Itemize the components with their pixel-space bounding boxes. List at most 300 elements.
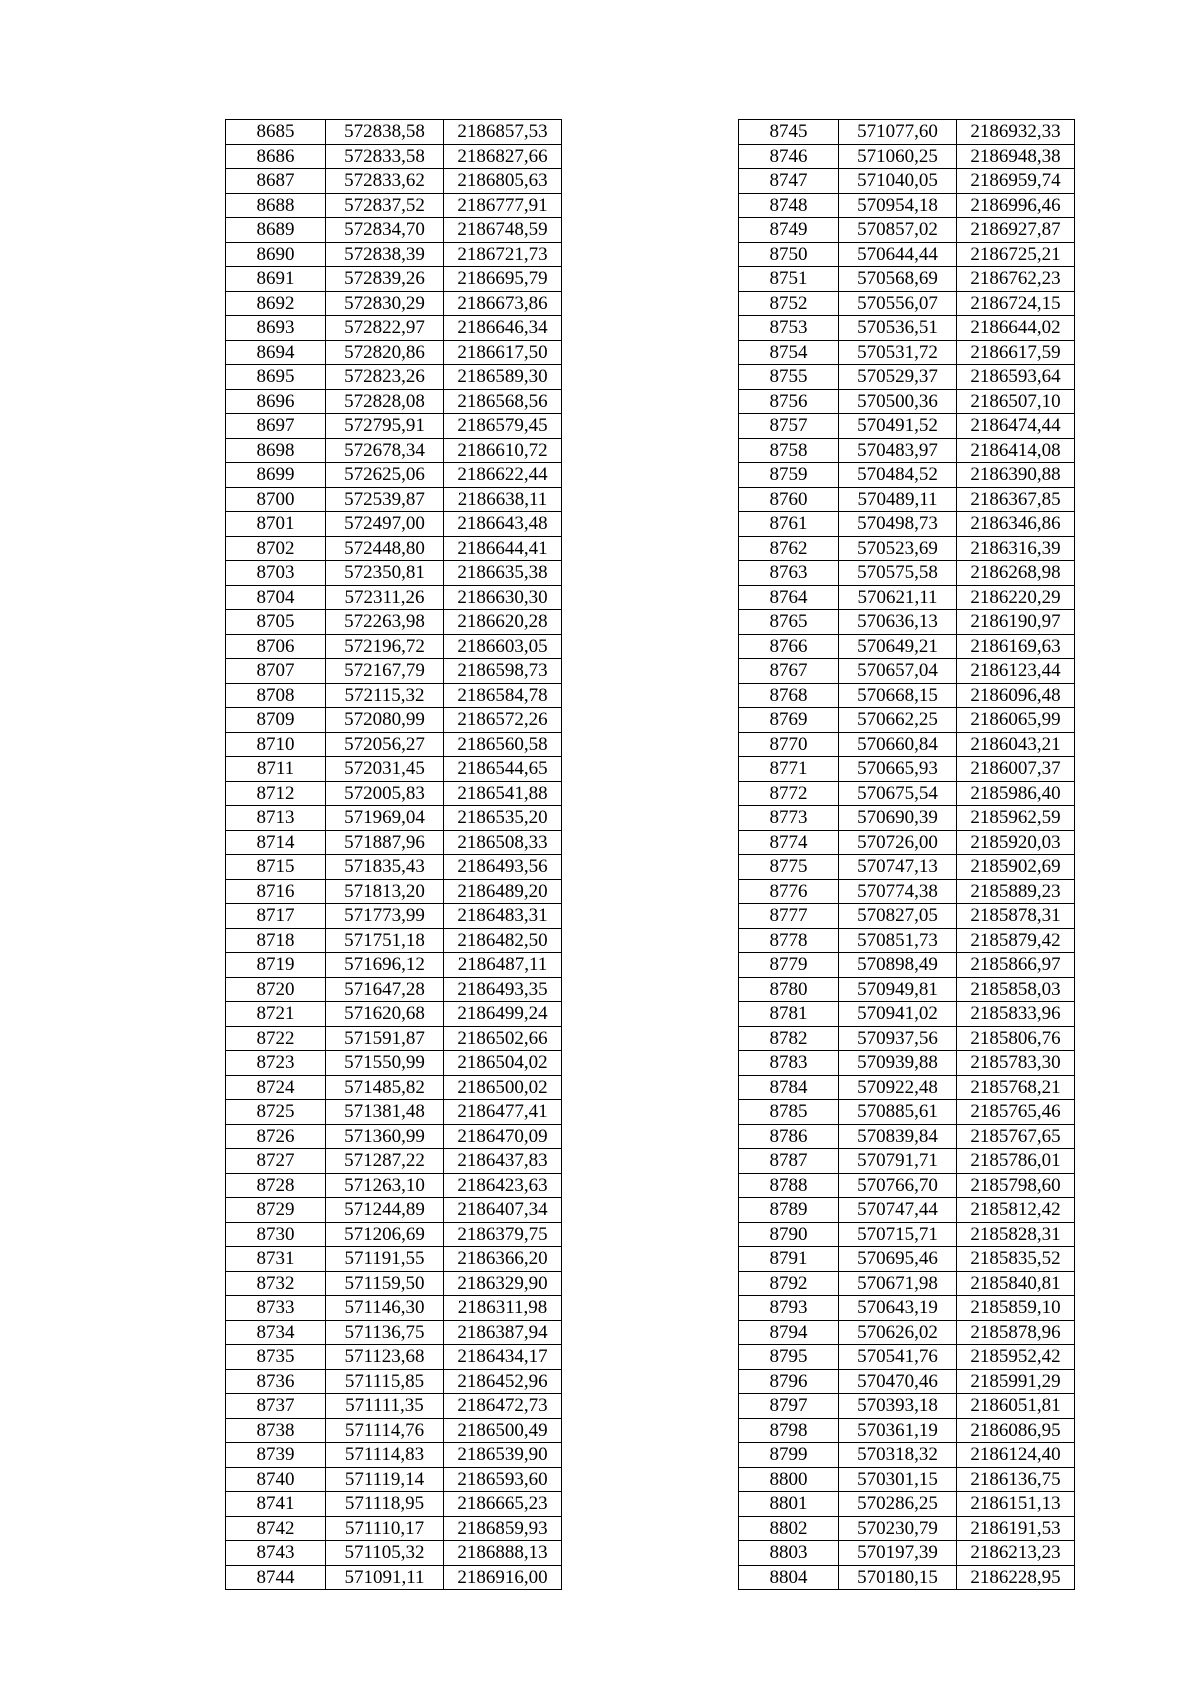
- point-number-cell: 8696: [226, 389, 326, 414]
- x-coordinate-cell: 571696,12: [326, 953, 444, 978]
- x-coordinate-cell: 570715,71: [839, 1222, 957, 1247]
- table-row: [739, 1026, 1075, 1051]
- point-number-cell: 8774: [739, 830, 839, 855]
- y-coordinate-cell: 2186470,09: [444, 1124, 562, 1149]
- y-coordinate-cell: 2186499,24: [444, 1002, 562, 1027]
- table-row: [226, 1051, 562, 1076]
- point-number-cell: 8804: [739, 1565, 839, 1590]
- y-coordinate-cell: 2185806,76: [957, 1026, 1075, 1051]
- y-coordinate-cell: 2186407,34: [444, 1198, 562, 1223]
- table-row: [226, 659, 562, 684]
- table-row: [226, 683, 562, 708]
- x-coordinate-cell: 572448,80: [326, 536, 444, 561]
- x-coordinate-cell: 570726,00: [839, 830, 957, 855]
- table-row: [226, 1222, 562, 1247]
- point-number-cell: 8769: [739, 708, 839, 733]
- table-row: [739, 438, 1075, 463]
- y-coordinate-cell: 2186500,49: [444, 1418, 562, 1443]
- point-number-cell: 8687: [226, 169, 326, 194]
- table-row: [739, 1296, 1075, 1321]
- point-number-cell: 8795: [739, 1345, 839, 1370]
- x-coordinate-cell: 571263,10: [326, 1173, 444, 1198]
- point-number-cell: 8711: [226, 757, 326, 782]
- point-number-cell: 8776: [739, 879, 839, 904]
- x-coordinate-cell: 570523,69: [839, 536, 957, 561]
- x-coordinate-cell: 572834,70: [326, 218, 444, 243]
- point-number-cell: 8786: [739, 1124, 839, 1149]
- y-coordinate-cell: 2185828,31: [957, 1222, 1075, 1247]
- x-coordinate-cell: 572678,34: [326, 438, 444, 463]
- table-row: [739, 1173, 1075, 1198]
- x-coordinate-cell: 570643,19: [839, 1296, 957, 1321]
- point-number-cell: 8757: [739, 414, 839, 439]
- point-number-cell: 8777: [739, 904, 839, 929]
- point-number-cell: 8750: [739, 242, 839, 267]
- y-coordinate-cell: 2186560,58: [444, 732, 562, 757]
- x-coordinate-cell: 570626,02: [839, 1320, 957, 1345]
- table-row: [226, 806, 562, 831]
- table-row: [739, 634, 1075, 659]
- table-row: [226, 316, 562, 341]
- y-coordinate-cell: 2186472,73: [444, 1394, 562, 1419]
- table-row: [226, 708, 562, 733]
- y-coordinate-cell: 2186387,94: [444, 1320, 562, 1345]
- y-coordinate-cell: 2186228,95: [957, 1565, 1075, 1590]
- point-number-cell: 8737: [226, 1394, 326, 1419]
- table-row: [226, 242, 562, 267]
- x-coordinate-cell: 570949,81: [839, 977, 957, 1002]
- y-coordinate-cell: 2186346,86: [957, 512, 1075, 537]
- table-row: [739, 1320, 1075, 1345]
- point-number-cell: 8731: [226, 1247, 326, 1272]
- point-number-cell: 8721: [226, 1002, 326, 1027]
- x-coordinate-cell: 570662,25: [839, 708, 957, 733]
- table-row: [739, 1222, 1075, 1247]
- table-row: [739, 1443, 1075, 1468]
- table-row: [226, 610, 562, 635]
- point-number-cell: 8760: [739, 487, 839, 512]
- point-number-cell: 8802: [739, 1516, 839, 1541]
- x-coordinate-cell: 572350,81: [326, 561, 444, 586]
- y-coordinate-cell: 2185768,21: [957, 1075, 1075, 1100]
- point-number-cell: 8697: [226, 414, 326, 439]
- point-number-cell: 8784: [739, 1075, 839, 1100]
- y-coordinate-cell: 2186748,59: [444, 218, 562, 243]
- x-coordinate-cell: 570529,37: [839, 365, 957, 390]
- point-number-cell: 8742: [226, 1516, 326, 1541]
- y-coordinate-cell: 2186220,29: [957, 585, 1075, 610]
- y-coordinate-cell: 2186502,66: [444, 1026, 562, 1051]
- coordinates-table-left: [225, 119, 562, 1590]
- point-number-cell: 8796: [739, 1369, 839, 1394]
- y-coordinate-cell: 2186544,65: [444, 757, 562, 782]
- x-coordinate-cell: 572839,26: [326, 267, 444, 292]
- x-coordinate-cell: 570483,97: [839, 438, 957, 463]
- point-number-cell: 8773: [739, 806, 839, 831]
- table-row: [226, 1345, 562, 1370]
- point-number-cell: 8692: [226, 291, 326, 316]
- y-coordinate-cell: 2185879,42: [957, 928, 1075, 953]
- table-row: [739, 683, 1075, 708]
- x-coordinate-cell: 571105,32: [326, 1541, 444, 1566]
- table-row: [739, 1467, 1075, 1492]
- x-coordinate-cell: 571191,55: [326, 1247, 444, 1272]
- point-number-cell: 8714: [226, 830, 326, 855]
- table-row: [226, 1124, 562, 1149]
- point-number-cell: 8729: [226, 1198, 326, 1223]
- table-row: [226, 879, 562, 904]
- y-coordinate-cell: 2186927,87: [957, 218, 1075, 243]
- point-number-cell: 8735: [226, 1345, 326, 1370]
- point-number-cell: 8755: [739, 365, 839, 390]
- point-number-cell: 8727: [226, 1149, 326, 1174]
- table-row: [739, 389, 1075, 414]
- y-coordinate-cell: 2186646,34: [444, 316, 562, 341]
- y-coordinate-cell: 2186932,33: [957, 120, 1075, 145]
- y-coordinate-cell: 2185962,59: [957, 806, 1075, 831]
- x-coordinate-cell: 572031,45: [326, 757, 444, 782]
- point-number-cell: 8800: [739, 1467, 839, 1492]
- table-row: [739, 536, 1075, 561]
- y-coordinate-cell: 2185858,03: [957, 977, 1075, 1002]
- y-coordinate-cell: 2186572,26: [444, 708, 562, 733]
- table-row: [739, 610, 1075, 635]
- y-coordinate-cell: 2186617,50: [444, 340, 562, 365]
- x-coordinate-cell: 571647,28: [326, 977, 444, 1002]
- y-coordinate-cell: 2186695,79: [444, 267, 562, 292]
- x-coordinate-cell: 571360,99: [326, 1124, 444, 1149]
- coordinates-table-right: [738, 119, 1075, 1590]
- point-number-cell: 8690: [226, 242, 326, 267]
- y-coordinate-cell: 2186390,88: [957, 463, 1075, 488]
- x-coordinate-cell: 571118,95: [326, 1492, 444, 1517]
- x-coordinate-cell: 570941,02: [839, 1002, 957, 1027]
- table-row: [739, 928, 1075, 953]
- y-coordinate-cell: 2186721,73: [444, 242, 562, 267]
- point-number-cell: 8718: [226, 928, 326, 953]
- x-coordinate-cell: 570636,13: [839, 610, 957, 635]
- table-row: [739, 953, 1075, 978]
- point-number-cell: 8708: [226, 683, 326, 708]
- x-coordinate-cell: 572196,72: [326, 634, 444, 659]
- table-row: [226, 1100, 562, 1125]
- point-number-cell: 8726: [226, 1124, 326, 1149]
- x-coordinate-cell: 572795,91: [326, 414, 444, 439]
- x-coordinate-cell: 571835,43: [326, 855, 444, 880]
- x-coordinate-cell: 572830,29: [326, 291, 444, 316]
- table-row: [739, 340, 1075, 365]
- table-row: [739, 1345, 1075, 1370]
- y-coordinate-cell: 2186493,56: [444, 855, 562, 880]
- y-coordinate-cell: 2186489,20: [444, 879, 562, 904]
- point-number-cell: 8763: [739, 561, 839, 586]
- x-coordinate-cell: 571550,99: [326, 1051, 444, 1076]
- table-row: [739, 879, 1075, 904]
- point-number-cell: 8695: [226, 365, 326, 390]
- table-row: [226, 291, 562, 316]
- x-coordinate-cell: 571040,05: [839, 169, 957, 194]
- x-coordinate-cell: 571620,68: [326, 1002, 444, 1027]
- y-coordinate-cell: 2186959,74: [957, 169, 1075, 194]
- x-coordinate-cell: 570318,32: [839, 1443, 957, 1468]
- y-coordinate-cell: 2186213,23: [957, 1541, 1075, 1566]
- x-coordinate-cell: 571114,83: [326, 1443, 444, 1468]
- x-coordinate-cell: 572820,86: [326, 340, 444, 365]
- point-number-cell: 8686: [226, 144, 326, 169]
- x-coordinate-cell: 570500,36: [839, 389, 957, 414]
- point-number-cell: 8741: [226, 1492, 326, 1517]
- x-coordinate-cell: 571136,75: [326, 1320, 444, 1345]
- x-coordinate-cell: 572838,58: [326, 120, 444, 145]
- x-coordinate-cell: 572539,87: [326, 487, 444, 512]
- point-number-cell: 8753: [739, 316, 839, 341]
- x-coordinate-cell: 570954,18: [839, 193, 957, 218]
- point-number-cell: 8801: [739, 1492, 839, 1517]
- x-coordinate-cell: 570665,93: [839, 757, 957, 782]
- table-row: [739, 291, 1075, 316]
- x-coordinate-cell: 571381,48: [326, 1100, 444, 1125]
- y-coordinate-cell: 2185878,96: [957, 1320, 1075, 1345]
- y-coordinate-cell: 2186622,44: [444, 463, 562, 488]
- point-number-cell: 8765: [739, 610, 839, 635]
- point-number-cell: 8747: [739, 169, 839, 194]
- y-coordinate-cell: 2186190,97: [957, 610, 1075, 635]
- y-coordinate-cell: 2186043,21: [957, 732, 1075, 757]
- x-coordinate-cell: 570230,79: [839, 1516, 957, 1541]
- point-number-cell: 8733: [226, 1296, 326, 1321]
- y-coordinate-cell: 2185835,52: [957, 1247, 1075, 1272]
- table-row: [226, 1394, 562, 1419]
- point-number-cell: 8703: [226, 561, 326, 586]
- x-coordinate-cell: 571114,76: [326, 1418, 444, 1443]
- x-coordinate-cell: 570301,15: [839, 1467, 957, 1492]
- table-row: [226, 438, 562, 463]
- x-coordinate-cell: 572822,97: [326, 316, 444, 341]
- x-coordinate-cell: 570657,04: [839, 659, 957, 684]
- y-coordinate-cell: 2186777,91: [444, 193, 562, 218]
- table-row: [226, 389, 562, 414]
- point-number-cell: 8739: [226, 1443, 326, 1468]
- table-row: [739, 781, 1075, 806]
- point-number-cell: 8685: [226, 120, 326, 145]
- y-coordinate-cell: 2185889,23: [957, 879, 1075, 904]
- point-number-cell: 8699: [226, 463, 326, 488]
- table-row: [739, 267, 1075, 292]
- x-coordinate-cell: 570489,11: [839, 487, 957, 512]
- point-number-cell: 8792: [739, 1271, 839, 1296]
- table-row: [226, 1541, 562, 1566]
- point-number-cell: 8767: [739, 659, 839, 684]
- y-coordinate-cell: 2185859,10: [957, 1296, 1075, 1321]
- y-coordinate-cell: 2186996,46: [957, 193, 1075, 218]
- x-coordinate-cell: 570575,58: [839, 561, 957, 586]
- table-row: [226, 144, 562, 169]
- x-coordinate-cell: 571773,99: [326, 904, 444, 929]
- x-coordinate-cell: 570393,18: [839, 1394, 957, 1419]
- table-row: [739, 1198, 1075, 1223]
- table-row: [739, 1541, 1075, 1566]
- x-coordinate-cell: 570766,70: [839, 1173, 957, 1198]
- table-row: [739, 977, 1075, 1002]
- y-coordinate-cell: 2186151,13: [957, 1492, 1075, 1517]
- point-number-cell: 8734: [226, 1320, 326, 1345]
- table-row: [739, 1418, 1075, 1443]
- y-coordinate-cell: 2186827,66: [444, 144, 562, 169]
- table-row: [739, 218, 1075, 243]
- point-number-cell: 8693: [226, 316, 326, 341]
- x-coordinate-cell: 570197,39: [839, 1541, 957, 1566]
- y-coordinate-cell: 2186630,30: [444, 585, 562, 610]
- y-coordinate-cell: 2186482,50: [444, 928, 562, 953]
- x-coordinate-cell: 571287,22: [326, 1149, 444, 1174]
- point-number-cell: 8751: [739, 267, 839, 292]
- x-coordinate-cell: 570361,19: [839, 1418, 957, 1443]
- x-coordinate-cell: 571244,89: [326, 1198, 444, 1223]
- y-coordinate-cell: 2186724,15: [957, 291, 1075, 316]
- point-number-cell: 8798: [739, 1418, 839, 1443]
- point-number-cell: 8689: [226, 218, 326, 243]
- table-row: [226, 1296, 562, 1321]
- x-coordinate-cell: 571206,69: [326, 1222, 444, 1247]
- table-row: [739, 1565, 1075, 1590]
- point-number-cell: 8791: [739, 1247, 839, 1272]
- x-coordinate-cell: 570621,11: [839, 585, 957, 610]
- table-row: [739, 414, 1075, 439]
- y-coordinate-cell: 2185833,96: [957, 1002, 1075, 1027]
- table-row: [226, 634, 562, 659]
- table-row: [739, 1492, 1075, 1517]
- y-coordinate-cell: 2185786,01: [957, 1149, 1075, 1174]
- point-number-cell: 8766: [739, 634, 839, 659]
- table-row: [739, 487, 1075, 512]
- x-coordinate-cell: 570668,15: [839, 683, 957, 708]
- y-coordinate-cell: 2186169,63: [957, 634, 1075, 659]
- x-coordinate-cell: 570827,05: [839, 904, 957, 929]
- table-row: [226, 1002, 562, 1027]
- y-coordinate-cell: 2186136,75: [957, 1467, 1075, 1492]
- y-coordinate-cell: 2186598,73: [444, 659, 562, 684]
- y-coordinate-cell: 2186857,53: [444, 120, 562, 145]
- y-coordinate-cell: 2186535,20: [444, 806, 562, 831]
- y-coordinate-cell: 2186643,48: [444, 512, 562, 537]
- y-coordinate-cell: 2186366,20: [444, 1247, 562, 1272]
- table-row: [226, 1443, 562, 1468]
- x-coordinate-cell: 572828,08: [326, 389, 444, 414]
- table-row: [226, 928, 562, 953]
- table-row: [226, 732, 562, 757]
- y-coordinate-cell: 2186805,63: [444, 169, 562, 194]
- table-row: [739, 585, 1075, 610]
- x-coordinate-cell: 572263,98: [326, 610, 444, 635]
- x-coordinate-cell: 571077,60: [839, 120, 957, 145]
- y-coordinate-cell: 2186859,93: [444, 1516, 562, 1541]
- point-number-cell: 8788: [739, 1173, 839, 1198]
- y-coordinate-cell: 2186096,48: [957, 683, 1075, 708]
- point-number-cell: 8709: [226, 708, 326, 733]
- y-coordinate-cell: 2186414,08: [957, 438, 1075, 463]
- x-coordinate-cell: 571091,11: [326, 1565, 444, 1590]
- point-number-cell: 8768: [739, 683, 839, 708]
- point-number-cell: 8732: [226, 1271, 326, 1296]
- y-coordinate-cell: 2185920,03: [957, 830, 1075, 855]
- y-coordinate-cell: 2186948,38: [957, 144, 1075, 169]
- x-coordinate-cell: 572625,06: [326, 463, 444, 488]
- point-number-cell: 8745: [739, 120, 839, 145]
- x-coordinate-cell: 570898,49: [839, 953, 957, 978]
- x-coordinate-cell: 570747,13: [839, 855, 957, 880]
- y-coordinate-cell: 2186434,17: [444, 1345, 562, 1370]
- point-number-cell: 8740: [226, 1467, 326, 1492]
- y-coordinate-cell: 2186500,02: [444, 1075, 562, 1100]
- point-number-cell: 8756: [739, 389, 839, 414]
- y-coordinate-cell: 2186888,13: [444, 1541, 562, 1566]
- y-coordinate-cell: 2186367,85: [957, 487, 1075, 512]
- y-coordinate-cell: 2186191,53: [957, 1516, 1075, 1541]
- y-coordinate-cell: 2186916,00: [444, 1565, 562, 1590]
- point-number-cell: 8789: [739, 1198, 839, 1223]
- point-number-cell: 8752: [739, 291, 839, 316]
- table-row: [226, 855, 562, 880]
- table-row: [739, 1051, 1075, 1076]
- x-coordinate-cell: 570556,07: [839, 291, 957, 316]
- x-coordinate-cell: 571111,35: [326, 1394, 444, 1419]
- y-coordinate-cell: 2186508,33: [444, 830, 562, 855]
- x-coordinate-cell: 572005,83: [326, 781, 444, 806]
- y-coordinate-cell: 2186638,11: [444, 487, 562, 512]
- x-coordinate-cell: 571751,18: [326, 928, 444, 953]
- x-coordinate-cell: 572833,58: [326, 144, 444, 169]
- table-row: [226, 1492, 562, 1517]
- table-row: [226, 365, 562, 390]
- x-coordinate-cell: 572080,99: [326, 708, 444, 733]
- table-row: [226, 1418, 562, 1443]
- table-row: [226, 169, 562, 194]
- table-row: [739, 1369, 1075, 1394]
- point-number-cell: 8771: [739, 757, 839, 782]
- table-row: [739, 561, 1075, 586]
- point-number-cell: 8701: [226, 512, 326, 537]
- y-coordinate-cell: 2186762,23: [957, 267, 1075, 292]
- table-row: [226, 757, 562, 782]
- table-row: [739, 1100, 1075, 1125]
- x-coordinate-cell: 572838,39: [326, 242, 444, 267]
- point-number-cell: 8736: [226, 1369, 326, 1394]
- point-number-cell: 8716: [226, 879, 326, 904]
- y-coordinate-cell: 2186483,31: [444, 904, 562, 929]
- table-row: [739, 144, 1075, 169]
- point-number-cell: 8744: [226, 1565, 326, 1590]
- x-coordinate-cell: 571146,30: [326, 1296, 444, 1321]
- y-coordinate-cell: 2186487,11: [444, 953, 562, 978]
- point-number-cell: 8715: [226, 855, 326, 880]
- point-number-cell: 8738: [226, 1418, 326, 1443]
- table-row: [226, 193, 562, 218]
- x-coordinate-cell: 572497,00: [326, 512, 444, 537]
- x-coordinate-cell: 570695,46: [839, 1247, 957, 1272]
- point-number-cell: 8706: [226, 634, 326, 659]
- table-row: [739, 1149, 1075, 1174]
- point-number-cell: 8783: [739, 1051, 839, 1076]
- y-coordinate-cell: 2186493,35: [444, 977, 562, 1002]
- x-coordinate-cell: 572837,52: [326, 193, 444, 218]
- y-coordinate-cell: 2186593,60: [444, 1467, 562, 1492]
- point-number-cell: 8691: [226, 267, 326, 292]
- x-coordinate-cell: 570851,73: [839, 928, 957, 953]
- x-coordinate-cell: 570470,46: [839, 1369, 957, 1394]
- x-coordinate-cell: 571110,17: [326, 1516, 444, 1541]
- table-row: [739, 904, 1075, 929]
- y-coordinate-cell: 2185866,97: [957, 953, 1075, 978]
